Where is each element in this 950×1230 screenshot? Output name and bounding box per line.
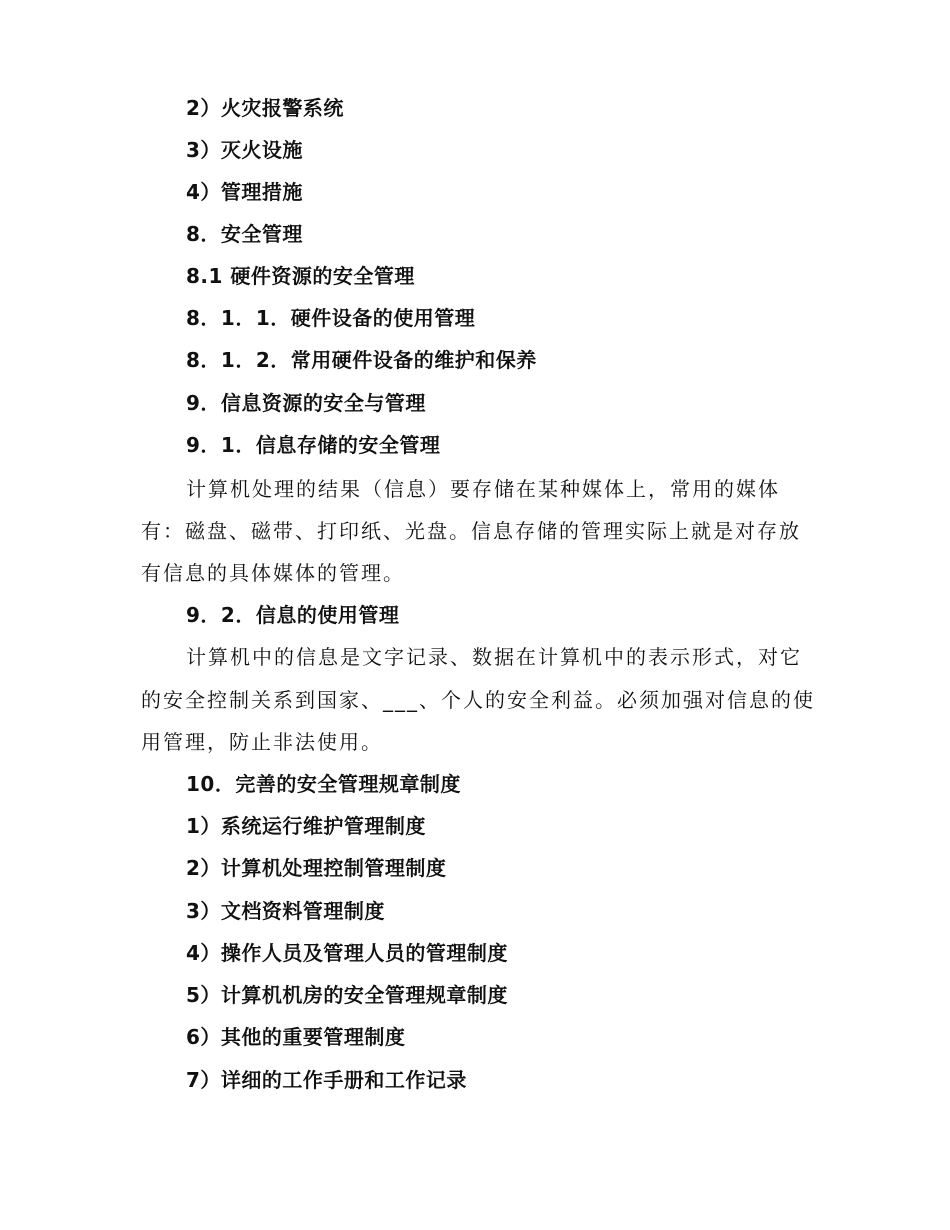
paragraph-storage-line-2: 有：磁盘、磁带、打印纸、光盘。信息存储的管理实际上就是对存放 [141,519,801,543]
list-item-rule-6: 6）其他的重要管理制度 [186,1025,406,1049]
list-item-rule-4: 4）操作人员及管理人员的管理制度 [186,941,508,965]
list-item-management-measures: 4）管理措施 [186,180,303,204]
paragraph-usage-line-1: 计算机中的信息是文字记录、数据在计算机中的表示形式，对它 [186,645,802,669]
section-heading-9: 9．信息资源的安全与管理 [186,391,426,415]
section-heading-8-1: 8.1 硬件资源的安全管理 [186,264,415,288]
section-heading-8-1-2: 8．1．2．常用硬件设备的维护和保养 [186,348,537,372]
section-heading-8-1-1: 8．1．1．硬件设备的使用管理 [186,306,476,330]
list-item-rule-3: 3）文档资料管理制度 [186,899,385,923]
paragraph-storage-line-1: 计算机处理的结果（信息）要存储在某种媒体上，常用的媒体 [186,477,780,501]
list-item-rule-7: 7）详细的工作手册和工作记录 [186,1068,467,1092]
paragraph-usage-line-2: 的安全控制关系到国家、___、个人的安全利益。必须加强对信息的使 [141,688,815,712]
paragraph-usage-line-3: 用管理，防止非法使用。 [141,730,383,754]
paragraph-storage-line-3: 有信息的具体媒体的管理。 [141,561,405,585]
list-item-rule-1: 1）系统运行维护管理制度 [186,814,426,838]
list-item-fire-alarm: 2）火灾报警系统 [186,96,344,120]
list-item-rule-2: 2）计算机处理控制管理制度 [186,856,447,880]
section-heading-10: 10．完善的安全管理规章制度 [186,772,461,796]
section-heading-9-2: 9．2．信息的使用管理 [186,603,400,627]
list-item-rule-5: 5）计算机机房的安全管理规章制度 [186,983,508,1007]
section-heading-8: 8．安全管理 [186,222,303,246]
list-item-extinguishing: 3）灭火设施 [186,138,303,162]
section-heading-9-1: 9．1．信息存储的安全管理 [186,433,441,457]
